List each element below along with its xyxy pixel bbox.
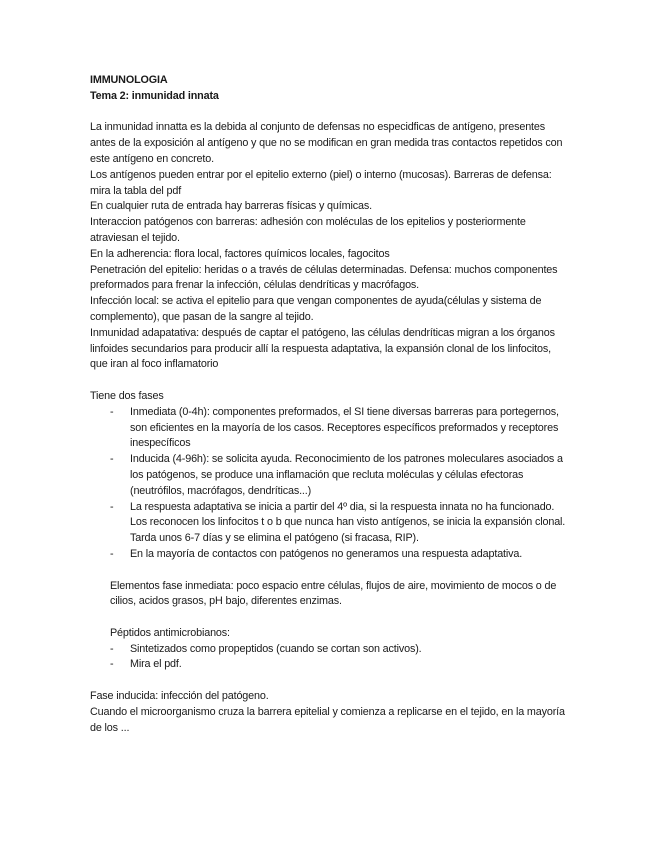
bullet-dash: - xyxy=(110,642,114,655)
document-title: IMMUNOLOGIA xyxy=(90,74,168,86)
phases-heading: Tiene dos fases xyxy=(90,389,164,402)
list-item-text: Inmediata (0-4h): componentes preformados, el SI tiene diversas barreras para portegernos, son eficientes en la mayoría de los casos. Receptores específicos preformados y receptores inespecíficos xyxy=(130,405,559,450)
bullet-dash: - xyxy=(110,453,114,466)
list-item xyxy=(90,405,570,452)
list-item-text: En la mayoría de contactos con patógenos no generamos una respuesta adaptativa. xyxy=(130,547,523,560)
intro-paragraph: En cualquier ruta de entrada hay barreras físicas y químicas. xyxy=(90,200,372,213)
list-item xyxy=(90,500,570,547)
peptides-heading: Péptidos antimicrobianos: xyxy=(110,626,230,639)
induced-phase-heading: Fase inducida: infección del patógeno. xyxy=(90,690,269,703)
peptides-list xyxy=(90,642,570,674)
intro-paragraph: En la adherencia: flora local, factores químicos locales, fagocitos xyxy=(90,247,390,260)
bullet-dash: - xyxy=(110,658,114,671)
list-item-text: Inducida (4-96h): se solicita ayuda. Reconocimiento de los patrones moleculares asociados a los patógenos, se produce una inflamación que recluta moléculas y células efectoras (neutrófilos, macrófagos, dendríticas...) xyxy=(130,453,563,497)
list-item xyxy=(90,642,570,658)
intro-paragraph: Los antígenos pueden entrar por el epitelio externo (piel) o interno (mucosas). Barreras de defensa: mira la tabla del pdf xyxy=(90,168,552,197)
document-subtitle: Tema 2: inmunidad innata xyxy=(90,89,219,102)
intro-paragraph: Infección local: se activa el epitelio para que vengan componentes de ayuda(células y sistema de complemento), que pasan de la sangre al tejido. xyxy=(90,295,542,323)
list-item xyxy=(90,657,570,673)
list-item-text: Mira el pdf. xyxy=(130,658,182,671)
bullet-dash: - xyxy=(110,547,114,560)
list-item xyxy=(90,547,570,563)
list-item xyxy=(90,452,570,499)
intro-paragraph: Inmunidad adapatativa: después de captar el patógeno, las células dendríticas migran a los órganos linfoides secundarios para producir allí la respuesta adaptativa, la expansión clonal de los linfocitos, que iran al foco inflamatorio xyxy=(90,326,555,371)
induced-phase-text: Cuando el microorganismo cruza la barrera epitelial y comienza a replicarse en el tejido, en la mayoría de los ... xyxy=(90,705,565,734)
intro-paragraph: Interaccion patógenos con barreras: adhesión con moléculas de los epitelios y posteriormente atraviesan el tejido. xyxy=(90,216,526,244)
intro-paragraph: La inmunidad innatta es la debida al conjunto de defensas no especidficas de antígeno, presentes antes de la exposición al antígeno y que no se modifican en gran medida tras contactos repetidos con este antígeno en concreto. xyxy=(90,121,563,165)
list-item-text: Sintetizados como propeptidos (cuando se cortan son activos). xyxy=(130,642,422,655)
list-item-text: La respuesta adaptativa se inicia a partir del 4º dia, si la respuesta innata no ha funcionado. Los reconocen los linfocitos t o b que nunca han visto antígenos, se inicia la expansión clonal. Tarda unos 6-7 días y se elimina el patógeno (si fracasa, RIP). xyxy=(130,500,566,545)
document-body xyxy=(90,73,570,736)
intro-paragraph: Penetración del epitelio: heridas o a través de células determinadas. Defensa: muchos componentes preformados para frenar la infección, células dendríticas y macrófagos. xyxy=(90,263,558,292)
immediate-elements-paragraph: Elementos fase inmediata: poco espacio entre células, flujos de aire, movimiento de mocos o de cilios, acidos grasos, pH bajo, diferentes enzimas. xyxy=(110,579,557,608)
bullet-dash: - xyxy=(110,405,114,418)
bullet-dash: - xyxy=(110,500,114,513)
phases-list xyxy=(90,405,570,563)
